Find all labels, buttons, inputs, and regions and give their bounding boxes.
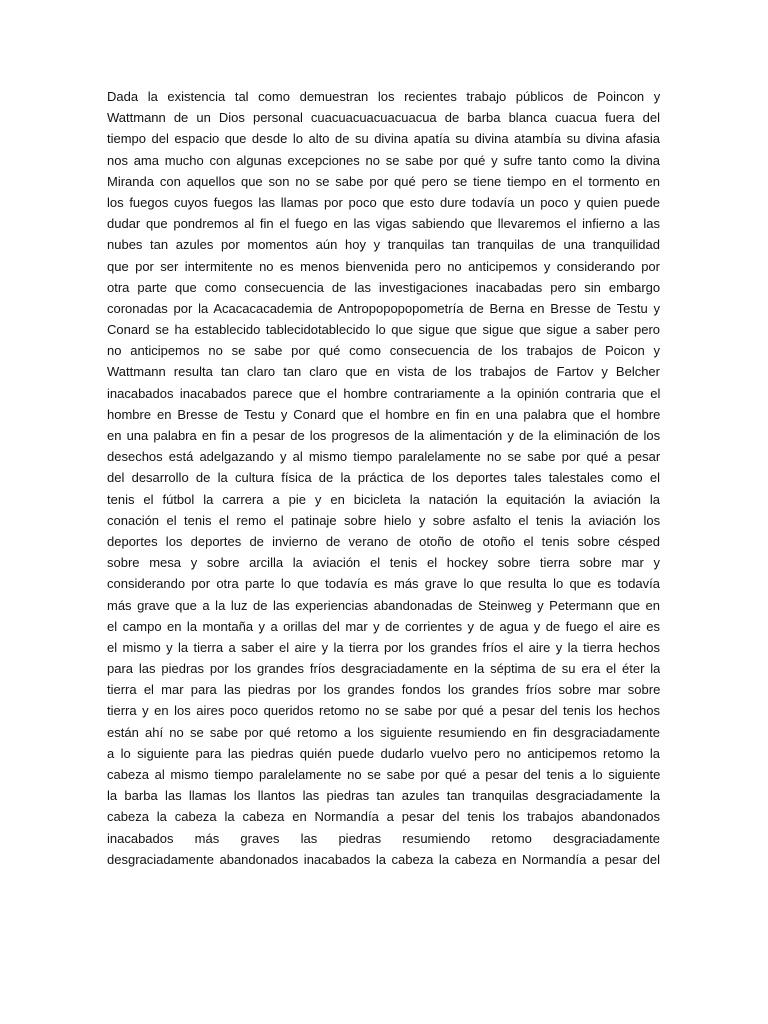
text-line: la barba las llamas los llantos las piedras tan azules tan tranquilas desgraciadamente la [107, 788, 660, 804]
text-line: tiempo del espacio que desde lo alto de su divina apatía su divina atambía su divina afasia [107, 131, 660, 147]
body-text [107, 86, 660, 870]
text-line: para las piedras por los grandes fríos desgraciadamente en la séptima de su era el éter la [107, 661, 660, 677]
text-line: tenis el fútbol la carrera a pie y en bicicleta la natación la equitación la aviación la [107, 491, 660, 507]
text-line: a lo siguiente para las piedras quién puede dudarlo vuelvo pero no anticipemos retomo la [107, 745, 660, 761]
text-line: el mismo y la tierra a saber el aire y la tierra por los grandes fríos el aire y la tierra hechos [107, 639, 660, 655]
text-line: conación el tenis el remo el patinaje sobre hielo y sobre asfalto el tenis la aviación los [107, 512, 660, 528]
text-line: nubes tan azules por momentos aún hoy y tranquilas tan tranquilas de una tranquilidad [107, 237, 660, 253]
text-line: otra parte que como consecuencia de las investigaciones inacabadas pero sin embargo [107, 279, 660, 295]
text-line: sobre mesa y sobre arcilla la aviación el tenis el hockey sobre tierra sobre mar y [107, 555, 660, 571]
text-line: no anticipemos no se sabe por qué como consecuencia de los trabajos de Poicon y [107, 343, 660, 359]
text-line: deportes los deportes de invierno de verano de otoño de otoño el tenis sobre césped [107, 533, 660, 549]
text-line: más grave que a la luz de las experiencias abandonadas de Steinweg y Petermann que en [107, 597, 660, 613]
text-line: desgraciadamente abandonados inacabados la cabeza la cabeza en Normandía a pesar del [107, 851, 660, 867]
text-line: en una palabra en fin a pesar de los progresos de la alimentación y de la eliminación de los [107, 428, 660, 443]
text-line: inacabados más graves las piedras resumiendo retomo desgraciadamente [107, 830, 660, 846]
text-line: dudar que pondremos al fin el fuego en las vigas sabiendo que llevaremos el infierno a las [107, 216, 660, 232]
text-line: los fuegos cuyos fuegos las llamas por poco que esto dure todavía un poco y quien puede [107, 194, 660, 210]
text-line: del desarrollo de la cultura física de la práctica de los deportes tales talestales como el [107, 470, 660, 486]
text-line: considerando por otra parte lo que todavía es más grave lo que resulta lo que es todavía [107, 576, 660, 592]
text-line: nos ama mucho con algunas excepciones no se sabe por qué y sufre tanto como la divina [107, 152, 660, 168]
text-line: tierra y en los aires poco queridos retomo no se sabe por qué a pesar del tenis los hechos [107, 703, 660, 719]
text-line: inacabados inacabados parece que el hombre contrariamente a la opinión contraria que el [107, 385, 660, 401]
text-line: Dada la existencia tal como demuestran los recientes trabajo públicos de Poincon y [107, 89, 660, 104]
text-line: hombre en Bresse de Testu y Conard que el hombre en fin en una palabra que el hombre [107, 406, 660, 422]
text-line: tierra el mar para las piedras por los grandes fondos los grandes fríos sobre mar sobre [107, 682, 660, 698]
text-line: desechos está adelgazando y al mismo tiempo paralelamente no se sabe por qué a pesar [107, 449, 660, 465]
text-line: coronadas por la Acacacacademia de Antropopopopometría de Berna en Bresse de Testu y [107, 300, 660, 316]
text-line: cabeza la cabeza la cabeza en Normandía a pesar del tenis los trabajos abandonados [107, 809, 660, 825]
text-line: Wattmann de un Dios personal cuacuacuacuacuacua de barba blanca cuacua fuera del [107, 110, 660, 126]
text-line: cabeza al mismo tiempo paralelamente no se sabe por qué a pesar del tenis a lo siguiente [107, 767, 660, 782]
text-line: están ahí no se sabe por qué retomo a los siguiente resumiendo en fin desgraciadamente [107, 724, 660, 740]
text-line: Miranda con aquellos que son no se sabe por qué pero se tiene tiempo en el tormento en [107, 173, 660, 189]
text-line: Conard se ha establecido tablecidotablecido lo que sigue que sigue que sigue a saber pero [107, 322, 660, 338]
text-line: el campo en la montaña y a orillas del mar y de corrientes y de agua y de fuego el aire es [107, 618, 660, 634]
text-line: Wattmann resulta tan claro tan claro que en vista de los trabajos de Fartov y Belcher [107, 364, 660, 380]
text-line: que por ser intermitente no es menos bienvenida pero no anticipemos y considerando por [107, 258, 660, 274]
